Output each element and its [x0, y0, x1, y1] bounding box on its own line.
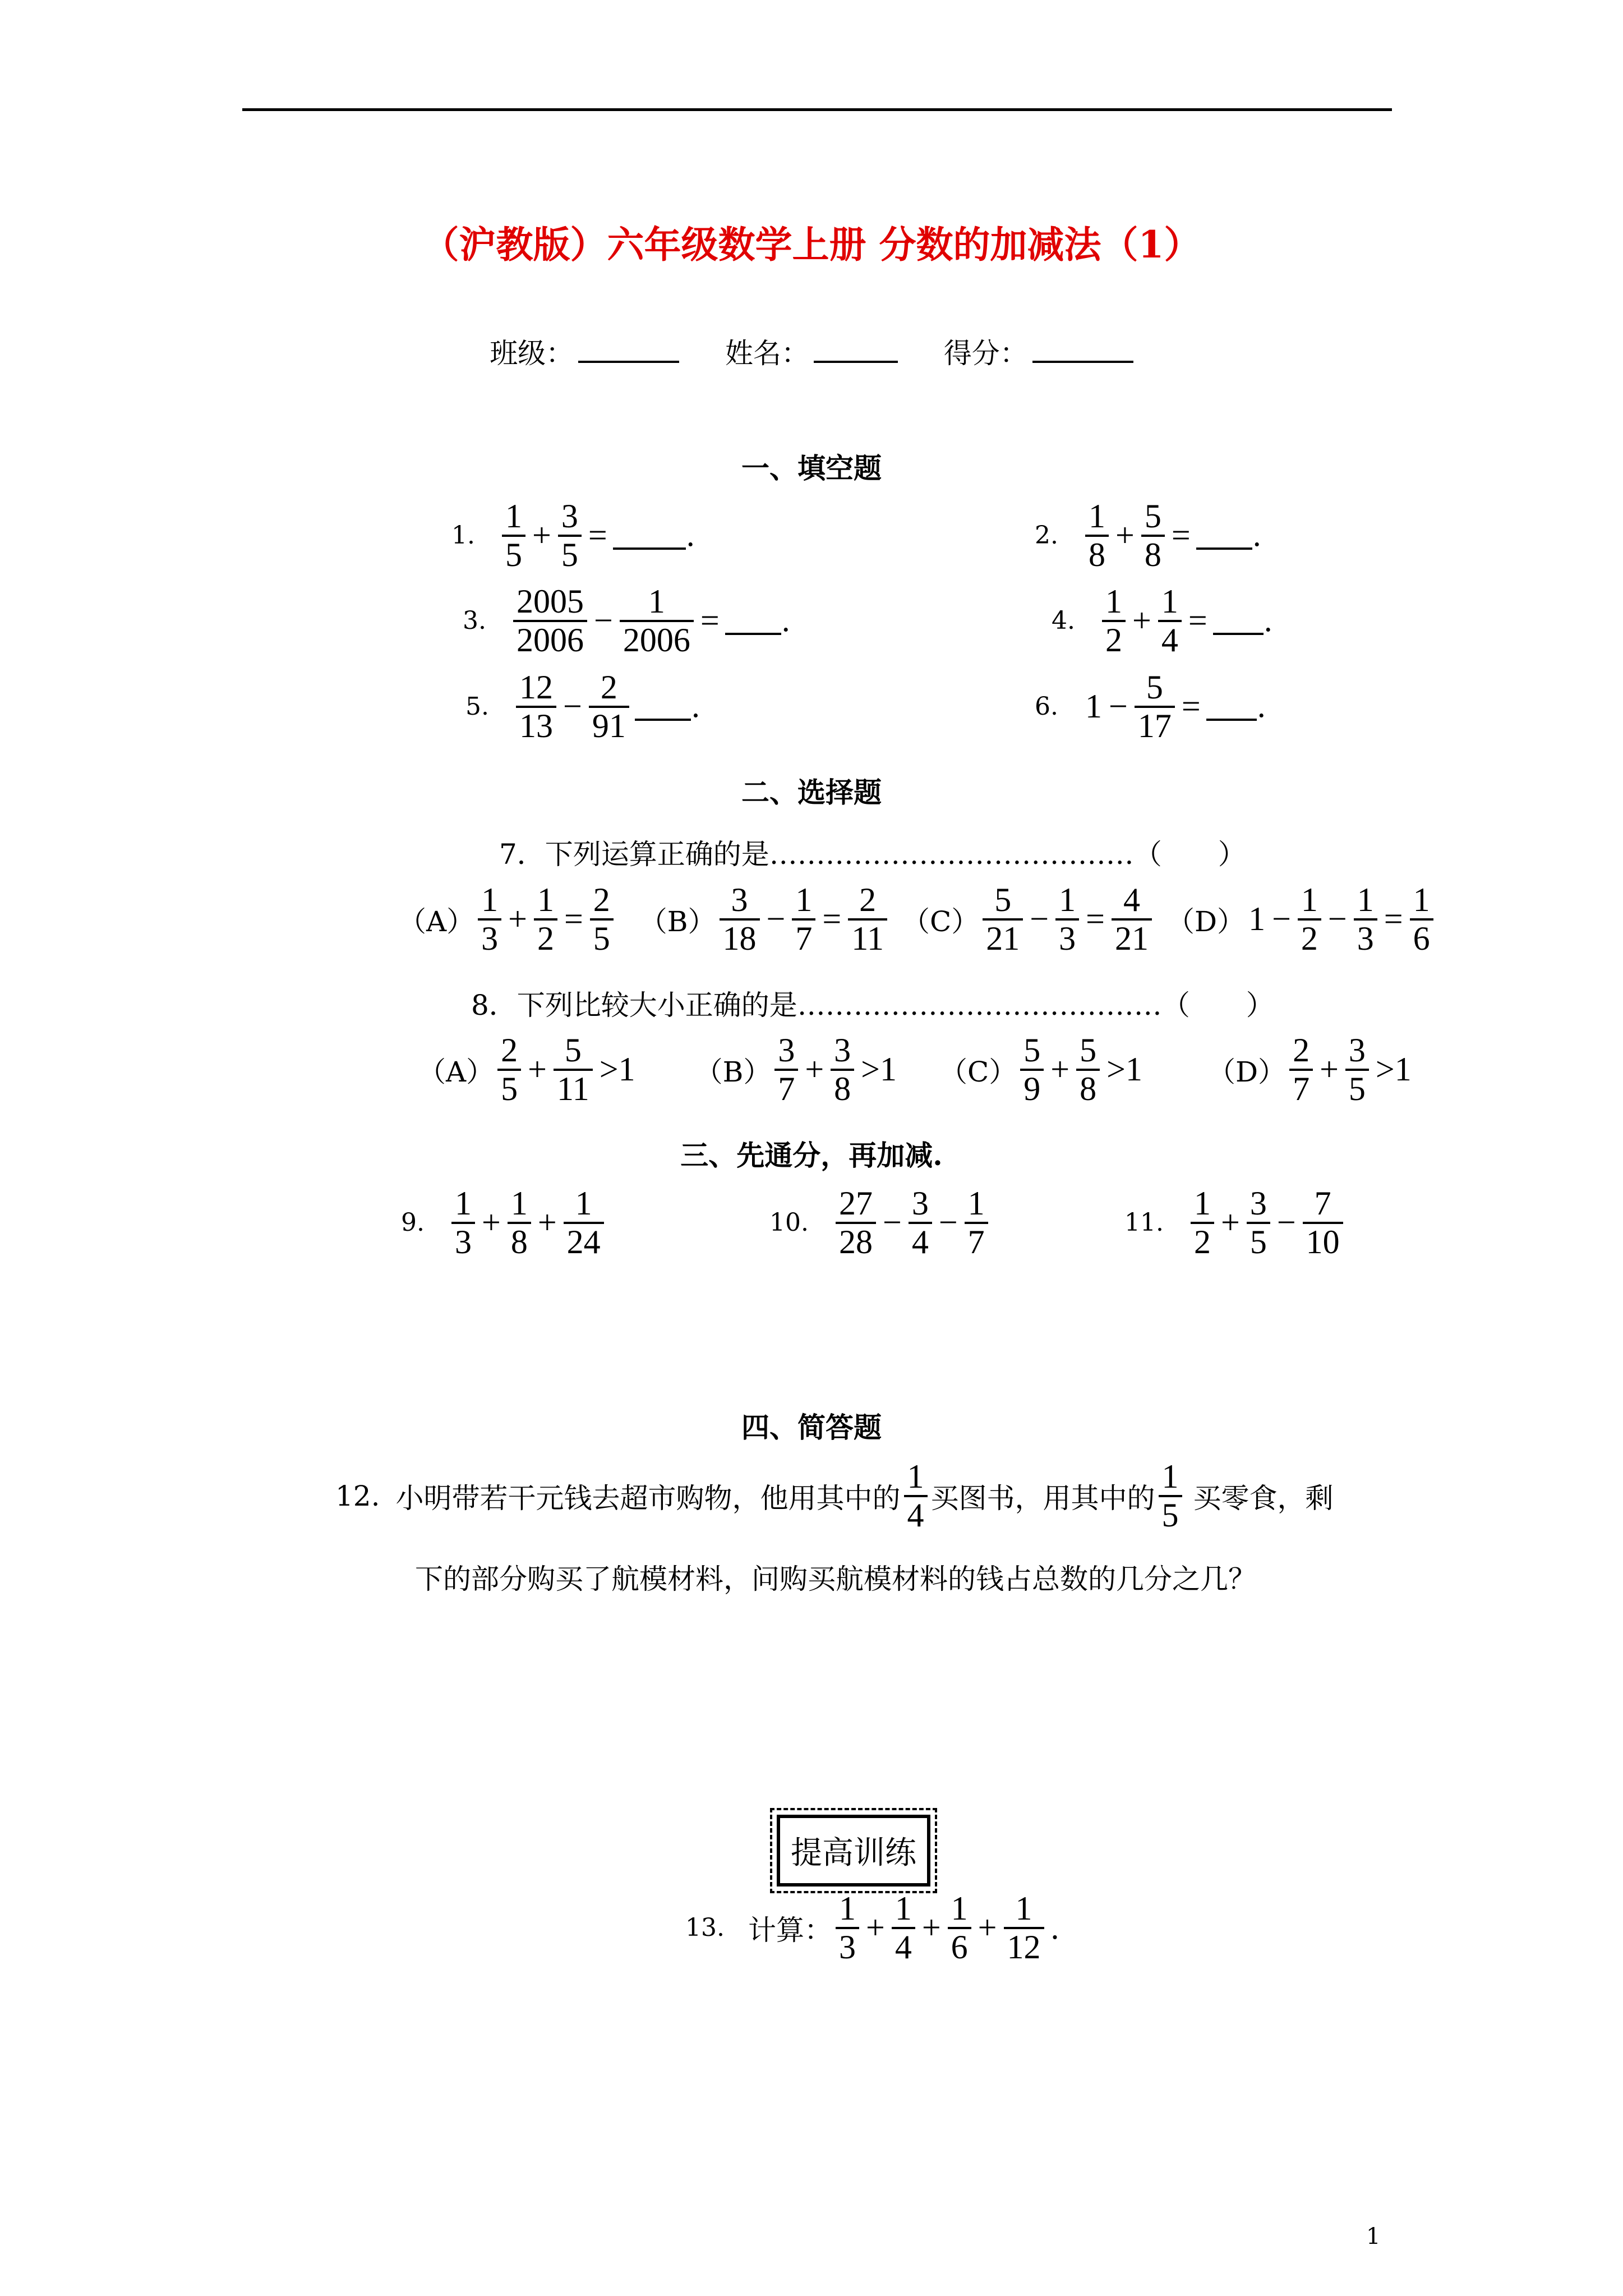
- denominator: 5: [1345, 1069, 1369, 1107]
- numerator: 1: [795, 881, 813, 918]
- fraction: [1289, 1032, 1313, 1107]
- numerator: 1: [1161, 583, 1178, 620]
- numerator: 5: [1144, 498, 1161, 535]
- option-a-label: （A）: [418, 1055, 495, 1088]
- numerator: 1: [1193, 1185, 1211, 1222]
- numerator: 2: [593, 881, 610, 918]
- fraction: [451, 1185, 475, 1260]
- numerator: 1: [575, 1185, 592, 1222]
- numerator: 3: [731, 881, 748, 918]
- numerator: 5: [564, 1032, 582, 1069]
- fraction: [836, 1185, 876, 1260]
- denominator: 2006: [620, 620, 694, 659]
- fraction: [502, 498, 525, 573]
- numerator: 1: [838, 1890, 856, 1927]
- option-d-label: （D）: [1166, 905, 1246, 938]
- numerator: 2005: [516, 583, 584, 620]
- section-fill-blank: 一、填空题: [741, 452, 882, 485]
- denominator: 5: [1159, 1495, 1182, 1534]
- denominator: 3: [1354, 918, 1377, 957]
- fraction: [558, 498, 582, 573]
- math-text: +: [481, 1204, 501, 1241]
- math-text: =: [700, 602, 720, 639]
- question-9: [401, 1185, 607, 1260]
- fraction: [497, 1032, 521, 1107]
- fraction: [564, 1185, 604, 1260]
- fraction: [1141, 498, 1165, 573]
- numerator: 1: [1015, 1890, 1032, 1927]
- class-label: 班级：: [490, 337, 574, 370]
- math-text: +: [805, 1051, 824, 1088]
- student-info: [0, 331, 1623, 371]
- denominator: 10: [1303, 1222, 1343, 1260]
- numerator: 1: [537, 881, 554, 918]
- denominator: 5: [502, 535, 525, 573]
- question-7-stem: [499, 832, 1246, 872]
- question-12-line-1: [335, 1458, 1334, 1534]
- fraction: [1191, 1185, 1214, 1260]
- denominator: 3: [451, 1222, 475, 1260]
- denominator: 7: [774, 1069, 798, 1107]
- math-text: −: [562, 688, 582, 725]
- question-8-options: [418, 1032, 1415, 1107]
- denominator: 6: [1410, 918, 1433, 957]
- numerator: 7: [1314, 1185, 1331, 1222]
- fraction: [508, 1185, 531, 1260]
- fraction: [1410, 882, 1433, 957]
- math-text: >1: [1106, 1051, 1142, 1088]
- section-choice: 二、选择题: [741, 776, 882, 809]
- numerator: 1: [907, 1458, 924, 1495]
- fraction: [904, 1458, 928, 1534]
- advanced-training-badge: 提高训练: [777, 1815, 930, 1887]
- fraction: [1159, 1458, 1182, 1534]
- numerator: 1: [648, 583, 665, 620]
- numerator: 5: [1146, 669, 1163, 706]
- math-text: −: [1276, 1204, 1296, 1241]
- math-text: 计算：: [748, 1913, 832, 1947]
- question-number: 6.: [1035, 692, 1058, 721]
- numerator: 3: [1348, 1032, 1366, 1069]
- numerator: 1: [1413, 881, 1430, 918]
- denominator: 3: [1055, 918, 1079, 957]
- math-text: +: [537, 1204, 557, 1241]
- math-text: +: [1050, 1051, 1070, 1088]
- section-common-denominator: 三、先通分，再加减.: [680, 1139, 943, 1172]
- denominator: 5: [1247, 1222, 1270, 1260]
- question-number: 2.: [1035, 521, 1058, 550]
- denominator: 8: [1085, 535, 1109, 573]
- numerator: 3: [834, 1032, 851, 1069]
- math-text: 8．下列比较大小正确的是…………………………………: [471, 989, 1162, 1022]
- fraction: [1076, 1032, 1100, 1107]
- numerator: 1: [895, 1890, 912, 1927]
- fraction: [1247, 1185, 1270, 1260]
- math-text: 7．下列运算正确的是…………………………………: [499, 838, 1134, 871]
- numerator: 1: [1161, 1458, 1179, 1495]
- question-7-options: [398, 882, 1437, 957]
- denominator: 8: [1076, 1069, 1100, 1107]
- math-text: 小明带若干元钱去超市购物，他用其中的: [395, 1481, 901, 1515]
- numerator: 1: [510, 1185, 528, 1222]
- fraction: [948, 1890, 971, 1966]
- numerator: 5: [1023, 1032, 1041, 1069]
- answer-bracket[interactable]: （ ）: [1133, 838, 1246, 871]
- math-text: +: [1220, 1204, 1240, 1241]
- question-number: 10.: [769, 1208, 809, 1237]
- numerator: 3: [911, 1185, 929, 1222]
- fraction: [1020, 1032, 1044, 1107]
- question-4: 4. $\frac{1}{2}$ + $\frac{1}{4}$ = .: [1052, 583, 1273, 659]
- denominator: 7: [965, 1222, 988, 1260]
- option-c-label: （C）: [902, 905, 980, 938]
- numerator: 1: [951, 1890, 968, 1927]
- fraction: [848, 882, 887, 957]
- fraction: [1112, 882, 1152, 957]
- math-text: =: [1181, 688, 1201, 725]
- question-number: 3.: [463, 606, 486, 636]
- fraction: [478, 882, 501, 957]
- denominator: 5: [558, 535, 582, 573]
- numerator: 4: [1123, 881, 1140, 918]
- denominator: 9: [1020, 1069, 1044, 1107]
- question-number: 5.: [465, 692, 489, 721]
- option-d-label: （D）: [1207, 1055, 1287, 1088]
- header-rule: [242, 108, 1392, 111]
- math-text: +: [1320, 1051, 1339, 1088]
- answer-blank[interactable]: [635, 693, 691, 721]
- answer-blank[interactable]: [725, 607, 781, 635]
- answer-blank[interactable]: [1196, 522, 1252, 550]
- denominator: 4: [909, 1222, 932, 1260]
- numerator: 1: [967, 1185, 985, 1222]
- denominator: 2006: [513, 620, 587, 659]
- score-blank[interactable]: [1032, 336, 1133, 363]
- question-1: 1. $\frac{1}{5}$ + $\frac{3}{5}$ = .: [451, 498, 695, 573]
- question-number: 13.: [685, 1913, 725, 1943]
- option-c-label: （C）: [939, 1055, 1017, 1088]
- page-number: 1: [1366, 2224, 1381, 2249]
- denominator: 11: [848, 918, 887, 957]
- math-text: +: [865, 1909, 885, 1947]
- denominator: 4: [1158, 620, 1182, 659]
- numerator: 3: [561, 498, 578, 535]
- denominator: 8: [508, 1222, 531, 1260]
- option-b-label: （B）: [639, 905, 716, 938]
- fraction: [1004, 1890, 1044, 1966]
- answer-blank[interactable]: [1213, 607, 1264, 635]
- name-blank[interactable]: [814, 336, 898, 363]
- fraction: [513, 583, 587, 659]
- fraction: [1354, 882, 1377, 957]
- numerator: 27: [838, 1185, 873, 1222]
- denominator: 21: [983, 918, 1023, 957]
- numerator: 1: [1357, 881, 1374, 918]
- math-text: −: [882, 1204, 902, 1241]
- fraction: [720, 882, 760, 957]
- math-text: .: [1050, 1909, 1059, 1947]
- fraction: [1298, 882, 1321, 957]
- name-label: 姓名：: [725, 337, 809, 370]
- numerator: 1: [481, 881, 499, 918]
- numerator: 3: [1249, 1185, 1267, 1222]
- denominator: 2: [534, 918, 557, 957]
- numerator: 5: [1080, 1032, 1097, 1069]
- question-number: 11.: [1124, 1208, 1164, 1237]
- fraction: [620, 583, 694, 659]
- denominator: 17: [1135, 706, 1175, 744]
- math-text: =: [1188, 602, 1207, 639]
- question-number: 9.: [401, 1208, 425, 1237]
- denominator: 91: [589, 706, 629, 744]
- math-text: 买图书，用其中的: [930, 1481, 1155, 1515]
- denominator: 24: [564, 1222, 604, 1260]
- denominator: 13: [516, 706, 556, 744]
- math-text: =: [1384, 900, 1403, 938]
- math-text: −: [1327, 900, 1347, 938]
- denominator: 7: [1289, 1069, 1313, 1107]
- question-6: 6. 1 − $\frac{5}{17}$ = .: [1035, 669, 1266, 744]
- answer-bracket[interactable]: （ ）: [1161, 989, 1274, 1022]
- math-text: =: [1086, 900, 1105, 938]
- answer-blank[interactable]: [613, 522, 686, 550]
- denominator: 8: [831, 1069, 854, 1107]
- numerator: 5: [994, 881, 1012, 918]
- question-13: [685, 1890, 1063, 1966]
- fraction: [792, 882, 815, 957]
- numerator: 2: [600, 669, 617, 706]
- denominator: 5: [497, 1069, 521, 1107]
- numerator: 2: [859, 881, 877, 918]
- denominator: 8: [1141, 535, 1165, 573]
- question-2: 2. $\frac{1}{8}$ + $\frac{5}{8}$ = .: [1035, 498, 1262, 573]
- fraction: [516, 669, 556, 744]
- fraction: [983, 882, 1023, 957]
- numerator: 1: [1301, 881, 1318, 918]
- numerator: 1: [1105, 583, 1122, 620]
- math-text: 12.: [335, 1479, 380, 1512]
- math-text: +: [978, 1909, 997, 1947]
- math-text: −: [1272, 900, 1291, 938]
- math-text: −: [1030, 900, 1049, 938]
- fraction: [774, 1032, 798, 1107]
- fraction: [1135, 669, 1175, 744]
- math-text: −: [766, 900, 786, 938]
- denominator: 21: [1112, 918, 1152, 957]
- math-text: >1: [861, 1051, 897, 1088]
- math-text: +: [532, 517, 551, 554]
- math-text: −: [593, 602, 613, 639]
- math-text: 买零食，剩: [1193, 1481, 1334, 1515]
- denominator: 2: [1191, 1222, 1214, 1260]
- denominator: 18: [720, 918, 760, 957]
- section-short-answer: 四、简答题: [741, 1411, 882, 1444]
- fraction: [831, 1032, 854, 1107]
- fraction: [1055, 882, 1079, 957]
- option-a-label: （A）: [398, 905, 475, 938]
- class-blank[interactable]: [578, 336, 679, 363]
- fraction: [1158, 583, 1182, 659]
- fraction: [909, 1185, 932, 1260]
- numerator: 1: [1088, 498, 1105, 535]
- fraction: [590, 882, 614, 957]
- math-text: =: [564, 900, 583, 938]
- math-text: +: [921, 1909, 941, 1947]
- math-text: >1: [599, 1051, 635, 1088]
- numerator: 2: [501, 1032, 518, 1069]
- denominator: 2: [1102, 620, 1126, 659]
- answer-blank[interactable]: [1206, 693, 1257, 721]
- fraction: [534, 882, 557, 957]
- denominator: 28: [836, 1222, 876, 1260]
- question-8-stem: [471, 983, 1274, 1023]
- math-text: −: [938, 1204, 958, 1241]
- denominator: 5: [590, 918, 614, 957]
- denominator: 2: [1298, 918, 1321, 957]
- numerator: 1: [505, 498, 522, 535]
- denominator: 7: [792, 918, 815, 957]
- question-3: 3. $\frac{2005}{2006}$ − $\frac{1}{2006}$ = .: [463, 583, 791, 659]
- fraction: [1102, 583, 1126, 659]
- numerator: 12: [519, 669, 553, 706]
- math-text: =: [822, 900, 842, 938]
- numerator: 2: [1293, 1032, 1310, 1069]
- denominator: 11: [554, 1069, 593, 1107]
- math-text: 1: [1248, 900, 1266, 938]
- math-text: +: [1132, 602, 1151, 639]
- math-text: =: [1171, 517, 1191, 554]
- fraction: [892, 1890, 915, 1966]
- numerator: 3: [778, 1032, 795, 1069]
- denominator: 3: [478, 918, 501, 957]
- math-text: −: [1108, 688, 1128, 725]
- question-10: [769, 1185, 992, 1260]
- denominator: 12: [1004, 1927, 1044, 1966]
- question-number: 4.: [1052, 606, 1075, 636]
- question-11: [1124, 1185, 1347, 1260]
- fraction: [1085, 498, 1109, 573]
- fraction: [1303, 1185, 1343, 1260]
- math-text: +: [528, 1051, 547, 1088]
- score-label: 得分：: [943, 337, 1028, 370]
- fraction: [1345, 1032, 1369, 1107]
- math-text: =: [588, 517, 607, 554]
- fraction: [965, 1185, 988, 1260]
- question-12-line-2: 下的部分购买了航模材料，问购买航模材料的钱占总数的几分之几？: [415, 1563, 1256, 1595]
- question-number: 1.: [451, 521, 475, 550]
- fraction: [836, 1890, 859, 1966]
- math-text: 1: [1085, 688, 1102, 725]
- question-5: 5. $\frac{12}{13}$ − $\frac{2}{91}$ .: [465, 669, 700, 744]
- math-text: >1: [1375, 1051, 1412, 1088]
- page-title: （沪教版）六年级数学上册 分数的加减法（1）: [422, 223, 1201, 266]
- numerator: 1: [454, 1185, 472, 1222]
- denominator: 4: [892, 1927, 915, 1966]
- numerator: 1: [1059, 881, 1076, 918]
- option-b-label: （B）: [694, 1055, 772, 1088]
- math-text: +: [508, 900, 527, 938]
- denominator: 6: [948, 1927, 971, 1966]
- denominator: 3: [836, 1927, 859, 1966]
- math-text: +: [1115, 517, 1135, 554]
- fraction: [589, 669, 629, 744]
- fraction: [554, 1032, 593, 1107]
- denominator: 4: [904, 1495, 928, 1534]
